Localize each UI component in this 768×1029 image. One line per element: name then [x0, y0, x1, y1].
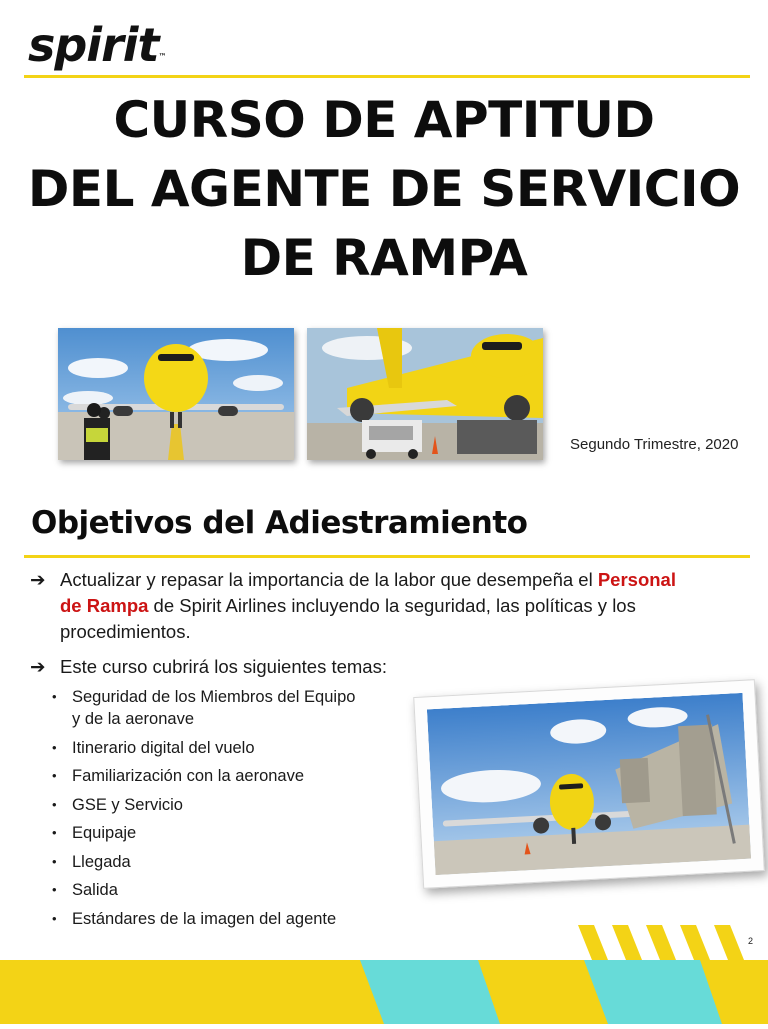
highlight-personal: Personal	[597, 569, 676, 590]
list-item	[50, 879, 355, 901]
spirit-logo	[28, 18, 166, 72]
highlight-de-rampa: de Rampa	[60, 595, 149, 616]
title-line-2: DEL AGENTE DE SERVICIO	[27, 160, 741, 218]
topic-text: Estándares de la imagen del agente	[72, 909, 337, 928]
objective-1-text-end: procedimientos.	[60, 621, 191, 642]
objective-bullet-2	[30, 654, 740, 682]
title-line-3: DE RAMPA	[240, 229, 528, 287]
section-divider	[24, 555, 750, 558]
topic-text: Familiarización con la aeronave	[72, 767, 305, 785]
list-item	[50, 822, 355, 844]
yellow-diagonal-stripes	[578, 925, 744, 960]
list-item	[50, 794, 355, 816]
footer-stripes	[0, 920, 768, 1024]
arrow-icon: ➔	[30, 569, 46, 590]
page-title	[0, 86, 768, 293]
list-item	[50, 765, 355, 787]
objective-bullet-1	[30, 567, 740, 647]
photo-marshaller-plane	[58, 328, 294, 460]
topic-text-cont: y de la aeronave	[72, 710, 195, 728]
section-heading: Objetivos del Adiestramiento	[31, 505, 528, 541]
photo-plane-jetbridge	[413, 679, 765, 889]
logo-text: spirit	[28, 18, 159, 72]
list-item	[50, 737, 355, 759]
list-item	[50, 851, 355, 873]
title-line-1: CURSO DE APTITUD	[113, 91, 655, 149]
objective-2-text: Este curso cubrirá los siguientes temas:	[60, 656, 387, 677]
topic-text: Seguridad de los Miembros del Equipo	[72, 688, 356, 706]
topic-text: Salida	[72, 881, 118, 899]
topic-text: Llegada	[72, 852, 131, 871]
objective-1-text: Actualizar y repasar la importancia de la labor que desempeña el	[60, 569, 598, 590]
arrow-icon: ➔	[30, 656, 46, 677]
objective-1-text-cont: de Spirit Airlines incluyendo la seguridad, las políticas y los	[148, 595, 636, 616]
topic-text: Itinerario digital del vuelo	[72, 738, 255, 757]
photo-plane-ground-equipment	[307, 328, 543, 460]
date-label: Segundo Trimestre, 2020	[570, 436, 739, 453]
footer-teal-band-2	[584, 960, 722, 1024]
page-number: 2	[748, 936, 754, 946]
top-divider	[24, 75, 750, 78]
topic-text: GSE y Servicio	[72, 795, 183, 814]
footer-teal-band-1	[360, 960, 500, 1024]
topic-text: Equipaje	[72, 824, 137, 842]
trademark-mark: ™	[158, 52, 166, 61]
list-item	[50, 686, 355, 730]
topics-list	[50, 686, 355, 936]
